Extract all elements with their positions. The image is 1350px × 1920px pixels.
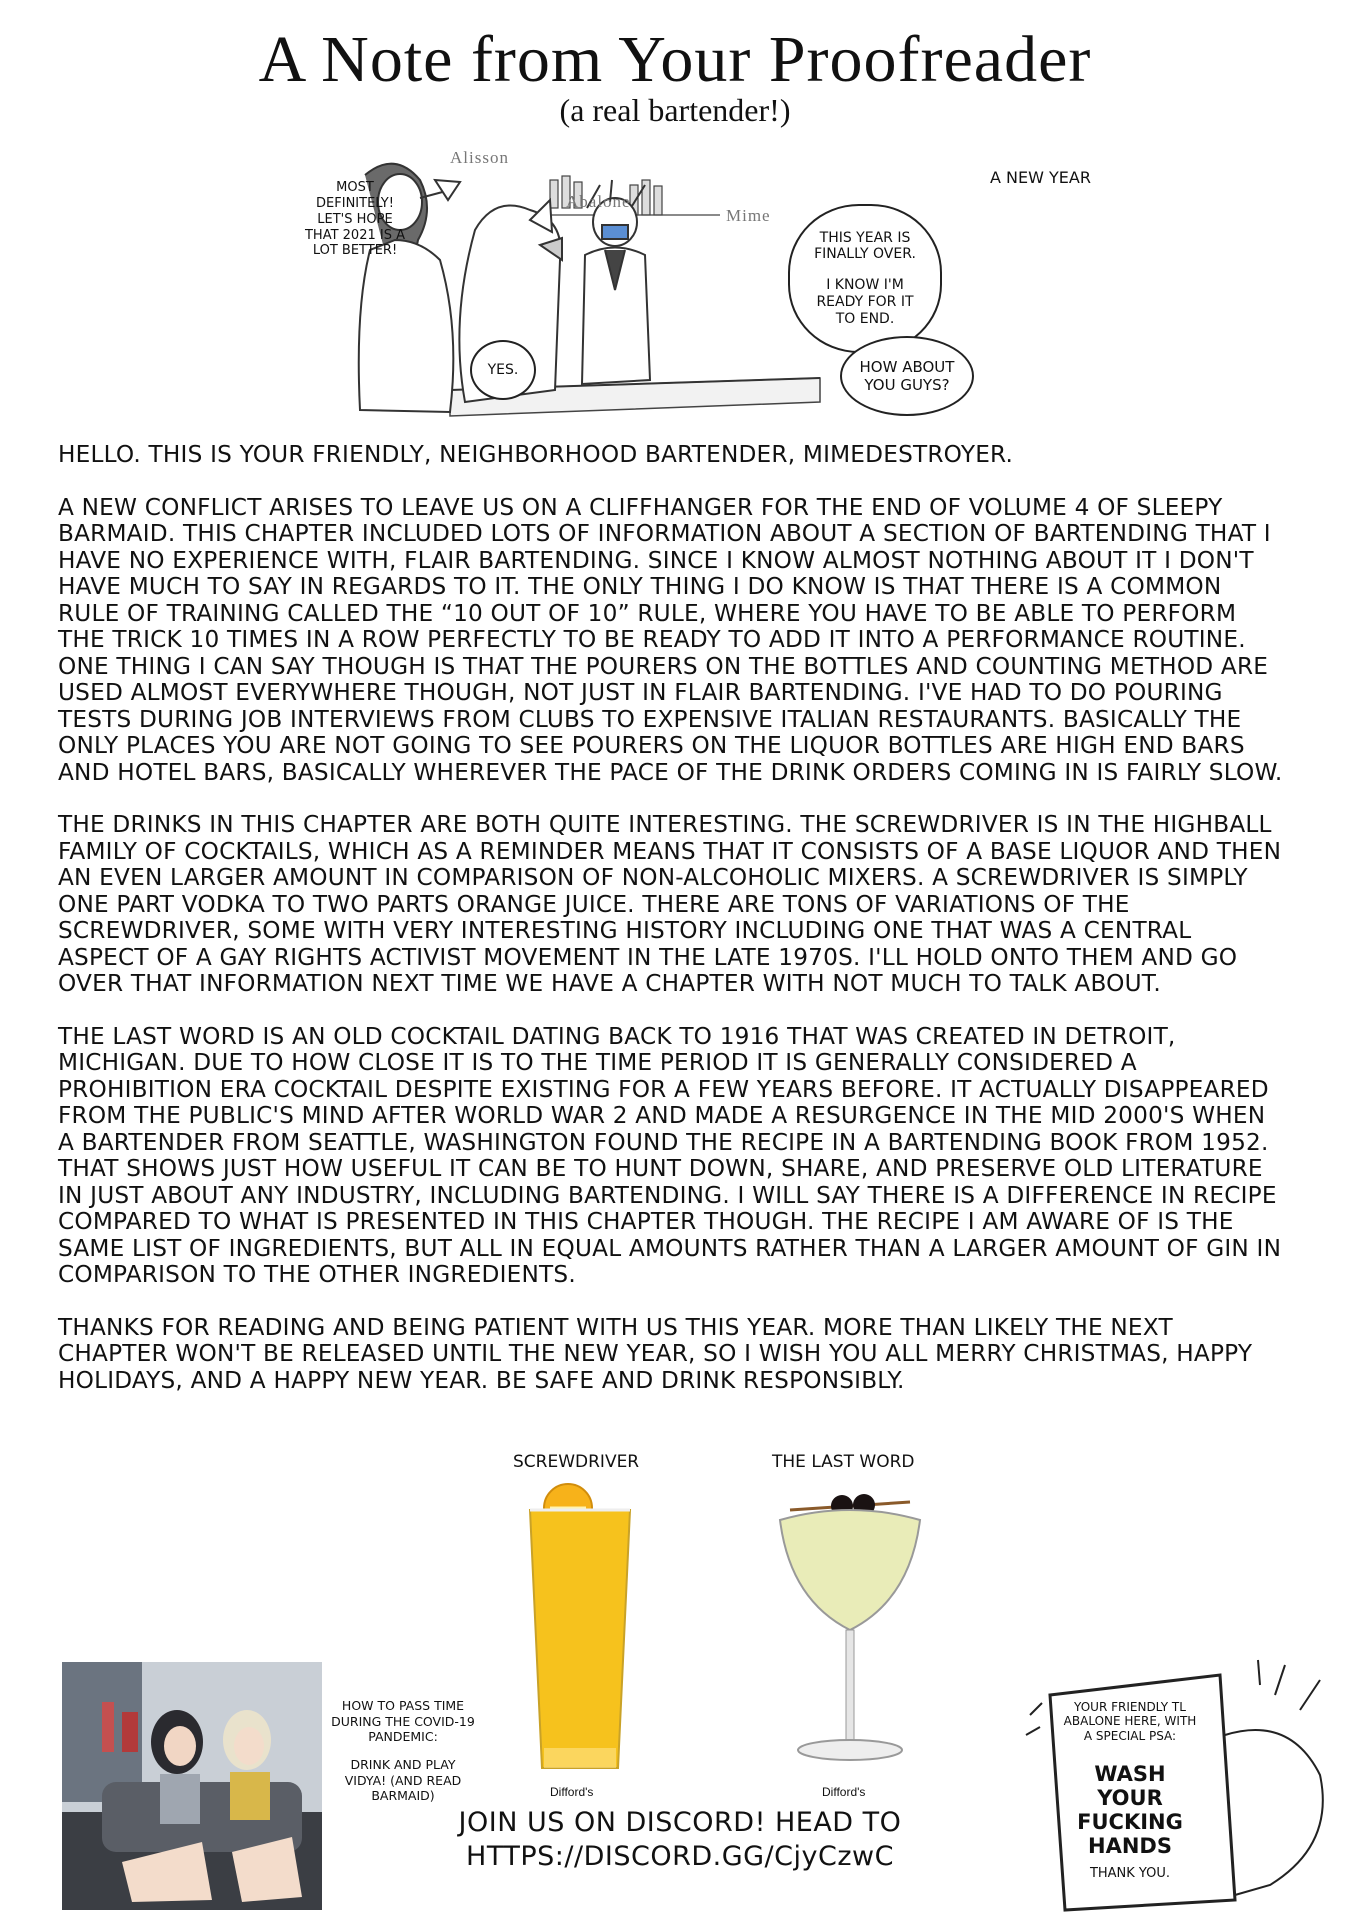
paragraph-flair: A NEW CONFLICT ARISES TO LEAVE US ON A CLIFFHANGER FOR THE END OF VOLUME 4 OF SLEEPY BARMAID. THIS CHAPTER INCLUDED LOTS OF INFORMATION ABOUT A SECTION OF BARTENDING THAT I HAVE NO EXPERIENCE WITH, FLAIR BARTENDING. SINCE I KNOW ALMOST NOTHING ABOUT IT I DON'T HAVE MUCH TO SAY IN REGARDS TO IT. THE ONLY THING I DO KNOW IS THAT THERE IS A COMMON RULE OF TRAINING CALLED THE “10 OUT OF 10” RULE, WHERE YOU HAVE TO BE ABLE TO PERFORM THE TRICK 10 TIMES IN A ROW PERFECTLY TO BE READY TO ADD IT INTO A PERFORMANCE ROUTINE. ONE THING I CAN SAY THOUGH IS THAT THE POURERS ON THE BOTTLES AND COUNTING METHOD ARE USED ALMOST EVERYWHERE THOUGH, NOT JUST IN FLAIR BARTENDING. I'VE HAD TO DO POURING TESTS DURING JOB INTERVIEWS FROM CLUBS TO EXPENSIVE ITALIAN RESTAURANTS. BASICALLY THE ONLY PLACES YOU ARE NOT GOING TO SEE POURERS ON THE LIQUOR BOTTLES ARE HIGH END BARS AND HOTEL BARS, BASICALLY WHEREVER THE PACE OF THE DRINK ORDERS COMING IN IS FAIRLY SLOW.	[58, 493, 1283, 786]
paragraph-greeting: HELLO. THIS IS YOUR FRIENDLY, NEIGHBORHOOD BARTENDER, MIMEDESTROYER.	[58, 441, 1014, 468]
screwdriver-image	[510, 1480, 650, 1780]
comic-panel	[300, 140, 1120, 422]
covid-note-line-2: DRINK AND PLAY VIDYA! (AND READ BARMAID)	[344, 1756, 462, 1804]
last-word-image	[770, 1480, 930, 1780]
covid-note-line-1: HOW TO PASS TIME DURING THE COVID-19 PANDEMIC:	[331, 1698, 475, 1745]
mime-speech-bubble-2: HOW ABOUT YOU GUYS?	[840, 336, 974, 416]
psa-intro: YOUR FRIENDLY TL ABALONE HERE, WITH A SPECIAL PSA:	[1063, 1700, 1197, 1743]
mime-speech-line-1: THIS YEAR IS FINALLY OVER.	[814, 229, 916, 263]
covid-note	[328, 1698, 478, 1804]
name-mime: Mime	[726, 206, 771, 225]
note-body	[58, 442, 1283, 1420]
last-word-credit: Difford's	[822, 1785, 866, 1799]
psa-message: WASH YOUR FUCKING HANDS	[1077, 1762, 1183, 1859]
name-abalone: Abalone	[566, 192, 631, 211]
mime-speech-bubble	[788, 204, 942, 353]
discord-line-1: JOIN US ON DISCORD! HEAD TO	[458, 1807, 902, 1838]
paragraph-last-word: THE LAST WORD IS AN OLD COCKTAIL DATING BACK TO 1916 THAT WAS CREATED IN DETROIT, MICHIGAN. DUE TO HOW CLOSE IT IS TO THE TIME PERIOD IT IS GENERALLY CONSIDERED A PROHIBITION ERA COCKTAIL DESPITE EXISTING FOR A FEW YEARS BEFORE. IT ACTUALLY DISAPPEARED FROM THE PUBLIC'S MIND AFTER WORLD WAR 2 AND MADE A RESURGENCE IN THE MID 2000'S WHEN A BARTENDER FROM SEATTLE, WASHINGTON FOUND THE RECIPE IN A BARTENDING BOOK FROM 1952. THAT SHOWS JUST HOW USEFUL IT CAN BE TO HUNT DOWN, SHARE, AND PRESERVE OLD LITERATURE IN JUST ABOUT ANY INDUSTRY, INCLUDING BARTENDING. I WILL SAY THERE IS A DIFFERENCE IN RECIPE COMPARED TO WHAT IS PRESENTED IN THIS CHAPTER THOUGH. THE RECIPE I AM AWARE OF IS THE SAME LIST OF INGREDIENTS, BUT ALL IN EQUAL AMOUNTS RATHER THAN A LARGER AMOUNT OF GIN IN COMPARISON TO THE OTHER INGREDIENTS.	[58, 1022, 1282, 1288]
alisson-speech: MOST DEFINITELY! LET'S HOPE THAT 2021 IS A LOT BETTER!	[304, 180, 405, 259]
name-alisson: Alisson	[450, 148, 509, 167]
paragraph-screwdriver: THE DRINKS IN THIS CHAPTER ARE BOTH QUITE INTERESTING. THE SCREWDRIVER IS IN THE HIGHBALL FAMILY OF COCKTAILS, WHICH AS A REMINDER MEANS THAT IT CONSISTS OF A BASE LIQUOR AND THEN AN EVEN LARGER AMOUNT IN COMPARISON OF NON-ALCOHOLIC MIXERS. A SCREWDRIVER IS SIMPLY ONE PART VODKA TO TWO PARTS ORANGE JUICE. THERE ARE TONS OF VARIATIONS OF THE SCREWDRIVER, SOME WITH VERY INTERESTING HISTORY INCLUDING ONE THAT WAS A CENTRAL ASPECT OF A GAY RIGHTS ACTIVIST MOVEMENT IN THE LATE 1970S. I'LL HOLD ONTO THEM AND GO OVER THAT INFORMATION NEXT TIME WE HAVE A CHAPTER WITH NOT MUCH TO TALK ABOUT.	[58, 811, 1282, 997]
screwdriver-label: SCREWDRIVER	[513, 1452, 640, 1472]
mime-speech-line-2: I KNOW I'M READY FOR IT TO END.	[816, 277, 914, 327]
discord-link[interactable]: HTTPS://DISCORD.GG/CjyCzwC	[466, 1841, 894, 1872]
panel-title: A NEW YEAR	[990, 168, 1091, 187]
last-word-label: THE LAST WORD	[772, 1452, 915, 1472]
paragraph-thanks: THANKS FOR READING AND BEING PATIENT WITH US THIS YEAR. MORE THAN LIKELY THE NEXT CHAPTER WON'T BE RELEASED UNTIL THE NEW YEAR, SO I WISH YOU ALL MERRY CHRISTMAS, HAPPY HOLIDAYS, AND A HAPPY NEW YEAR. BE SAFE AND DRINK RESPONSIBLY.	[58, 1313, 1253, 1394]
page-subtitle: (a real bartender!)	[559, 92, 791, 128]
gaming-illustration	[62, 1662, 322, 1910]
psa-sign	[1020, 1670, 1210, 1900]
discord-invite	[400, 1806, 960, 1874]
page-title: A Note from Your Proofreader	[258, 23, 1092, 96]
abalone-speech-bubble: YES.	[470, 340, 536, 400]
screwdriver-credit: Difford's	[550, 1785, 594, 1799]
psa-thanks: THANK YOU.	[1089, 1866, 1171, 1881]
